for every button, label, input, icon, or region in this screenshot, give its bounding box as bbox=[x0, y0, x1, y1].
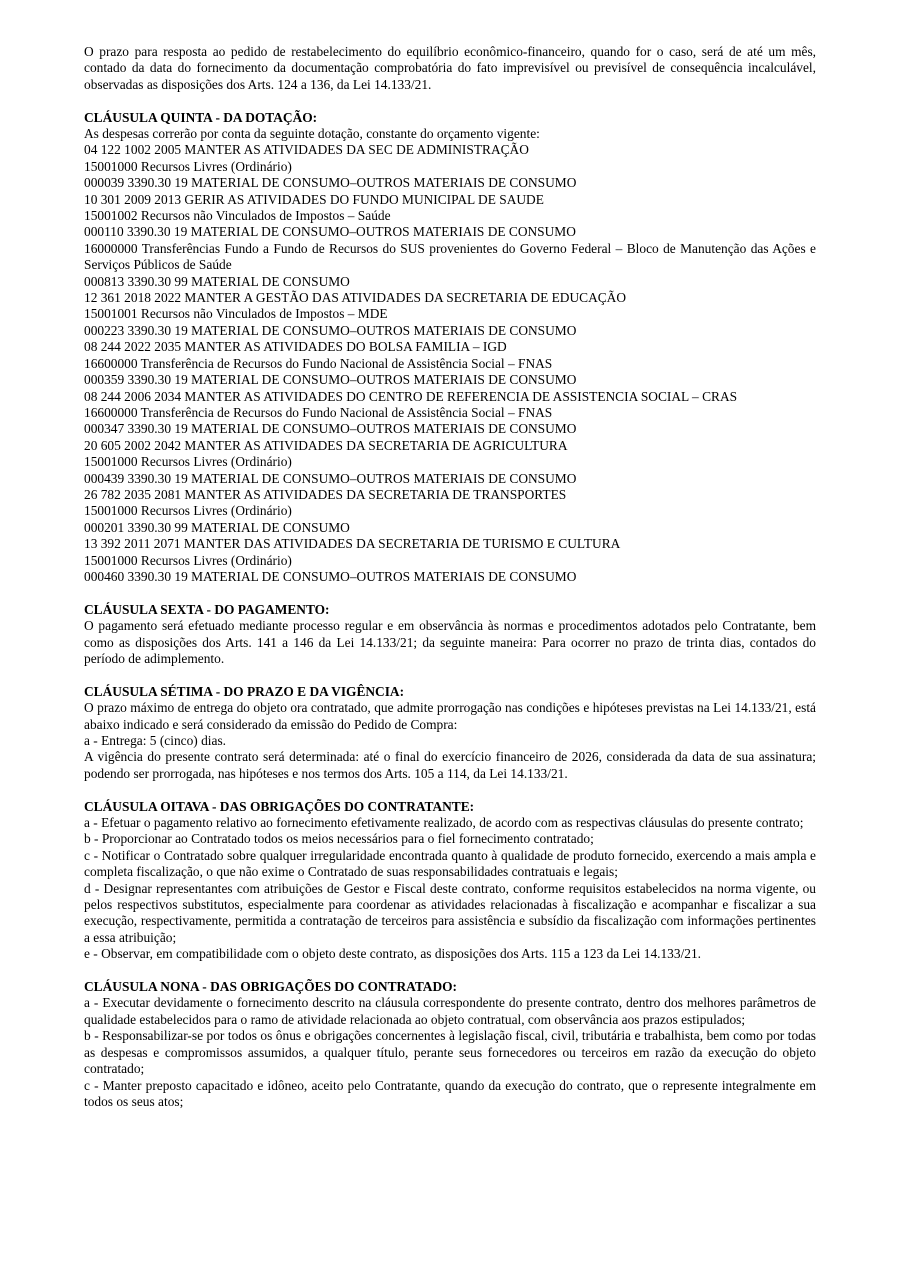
section-heading: CLÁUSULA SEXTA - DO PAGAMENTO: bbox=[84, 601, 330, 617]
budget-line: 15001000 Recursos Livres (Ordinário) bbox=[84, 454, 292, 470]
budget-line: 000039 3390.30 19 MATERIAL DE CONSUMO–OUTROS MATERIAIS DE CONSUMO bbox=[84, 175, 577, 191]
budget-line: 000223 3390.30 19 MATERIAL DE CONSUMO–OUTROS MATERIAIS DE CONSUMO bbox=[84, 322, 577, 338]
section-heading: CLÁUSULA SÉTIMA - DO PRAZO E DA VIGÊNCIA: bbox=[84, 683, 405, 699]
paragraph: e - Observar, em compatibilidade com o objeto deste contrato, as disposições dos Arts. 115 a 123 da Lei 14.133/21. bbox=[84, 946, 702, 962]
budget-line: 13 392 2011 2071 MANTER DAS ATIVIDADES DA SECRETARIA DE TURISMO E CULTURA bbox=[84, 536, 621, 552]
paragraph: d - Designar representantes com atribuições de Gestor e Fiscal deste contrato, conforme requisitos estabelecidos na norma vigente, ou pelos respectivos substitutos, especialmente para coordenar as atividades relacionadas à fiscalização e acompanhar e fiscalizar a sua execução, respectivamente, permitida a contratação de terceiros para assistência e subsídio da fiscalização com informações pertinentes a essa atribuição; bbox=[84, 880, 816, 945]
paragraph: As despesas correrão por conta da seguinte dotação, constante do orçamento vigente: bbox=[84, 126, 540, 142]
section-heading: CLÁUSULA OITAVA - DAS OBRIGAÇÕES DO CONTRATANTE: bbox=[84, 798, 475, 814]
budget-line: 000201 3390.30 99 MATERIAL DE CONSUMO bbox=[84, 519, 350, 535]
paragraph: c - Manter preposto capacitado e idôneo, aceito pelo Contratante, quando da execução do contrato, que o represente integralmente em todos os seus atos; bbox=[84, 1077, 816, 1109]
budget-line: 26 782 2035 2081 MANTER AS ATIVIDADES DA SECRETARIA DE TRANSPORTES bbox=[84, 486, 567, 502]
paragraph: c - Notificar o Contratado sobre qualquer irregularidade encontrada quanto à qualidade de produto fornecido, exercendo a mais ampla e completa fiscalização, o que não exime o Contratado de suas responsabilidades contratuais e legais; bbox=[84, 847, 816, 880]
budget-line: 000347 3390.30 19 MATERIAL DE CONSUMO–OUTROS MATERIAIS DE CONSUMO bbox=[84, 421, 577, 437]
paragraph: O prazo máximo de entrega do objeto ora contratado, que admite prorrogação nas condições e hipóteses previstas na Lei 14.133/21, está abaixo indicado e será considerado da emissão do Pedido de Compra: bbox=[84, 700, 816, 732]
section-heading: CLÁUSULA QUINTA - DA DOTAÇÃO: bbox=[84, 109, 318, 125]
paragraph: b - Proporcionar ao Contratado todos os meios necessários para o fiel fornecimento contratado; bbox=[84, 831, 594, 847]
paragraph: O pagamento será efetuado mediante processo regular e em observância às normas e procedimentos adotados pelo Contratante, bem como as disposições dos Arts. 141 a 146 da Lei 14.133/21; da seguinte maneira: Para ocorrer no prazo de trinta dias, contados do período de adimplemento. bbox=[84, 618, 816, 666]
paragraph: a - Entrega: 5 (cinco) dias. bbox=[84, 733, 227, 749]
budget-line: 20 605 2002 2042 MANTER AS ATIVIDADES DA SECRETARIA DE AGRICULTURA bbox=[84, 437, 568, 453]
budget-line: 16000000 Transferências Fundo a Fundo de Recursos do SUS provenientes do Governo Federal – Bloco de Manutenção das Ações e Serviços Públicos de Saúde bbox=[84, 240, 816, 273]
budget-line: 000460 3390.30 19 MATERIAL DE CONSUMO–OUTROS MATERIAIS DE CONSUMO bbox=[84, 568, 577, 584]
budget-line: 16600000 Transferência de Recursos do Fundo Nacional de Assistência Social – FNAS bbox=[84, 355, 553, 371]
paragraph: A vigência do presente contrato será determinada: até o final do exercício financeiro de 2026, considerada da data de sua assinatura; podendo ser prorrogada, nas hipóteses e nos termos dos Arts. 105 a 114, da Lei 14.133/21. bbox=[84, 749, 816, 781]
budget-line: 15001000 Recursos Livres (Ordinário) bbox=[84, 552, 292, 568]
budget-line: 10 301 2009 2013 GERIR AS ATIVIDADES DO FUNDO MUNICIPAL DE SAUDE bbox=[84, 191, 544, 207]
budget-line: 08 244 2022 2035 MANTER AS ATIVIDADES DO BOLSA FAMILIA – IGD bbox=[84, 339, 507, 355]
section-heading: CLÁUSULA NONA - DAS OBRIGAÇÕES DO CONTRATADO: bbox=[84, 979, 457, 995]
budget-line: 000813 3390.30 99 MATERIAL DE CONSUMO bbox=[84, 273, 350, 289]
budget-line: 15001001 Recursos não Vinculados de Impostos – MDE bbox=[84, 306, 388, 322]
budget-line: 000439 3390.30 19 MATERIAL DE CONSUMO–OUTROS MATERIAIS DE CONSUMO bbox=[84, 470, 577, 486]
budget-line: 000359 3390.30 19 MATERIAL DE CONSUMO–OUTROS MATERIAIS DE CONSUMO bbox=[84, 372, 577, 388]
budget-line: 08 244 2006 2034 MANTER AS ATIVIDADES DO CENTRO DE REFERENCIA DE ASSISTENCIA SOCIAL – CRAS bbox=[84, 388, 738, 404]
paragraph: a - Efetuar o pagamento relativo ao fornecimento efetivamente realizado, de acordo com as respectivas cláusulas do presente contrato; bbox=[84, 815, 804, 831]
budget-line: 04 122 1002 2005 MANTER AS ATIVIDADES DA SEC DE ADMINISTRAÇÃO bbox=[84, 142, 529, 158]
paragraph: O prazo para resposta ao pedido de restabelecimento do equilíbrio econômico-financeiro, quando for o caso, será de até um mês, contado da data do fornecimento da documentação comprobatória do fato imprevisível ou previsível de consequência incalculável, observadas as disposições dos Arts. 124 a 136, da Lei 14.133/21. bbox=[84, 44, 816, 92]
budget-line: 16600000 Transferência de Recursos do Fundo Nacional de Assistência Social – FNAS bbox=[84, 404, 553, 420]
budget-line: 000110 3390.30 19 MATERIAL DE CONSUMO–OUTROS MATERIAIS DE CONSUMO bbox=[84, 224, 576, 240]
paragraph: b - Responsabilizar-se por todos os ônus e obrigações concernentes à legislação fiscal, civil, tributária e trabalhista, bem como por todas as despesas e compromissos assumidos, a qualquer título, perante seus fornecedores ou terceiros em razão da execução do objeto contratado; bbox=[84, 1028, 816, 1077]
budget-line: 15001002 Recursos não Vinculados de Impostos – Saúde bbox=[84, 208, 391, 224]
document-body bbox=[84, 44, 816, 1110]
budget-line: 15001000 Recursos Livres (Ordinário) bbox=[84, 503, 292, 519]
budget-line: 15001000 Recursos Livres (Ordinário) bbox=[84, 158, 292, 174]
paragraph: a - Executar devidamente o fornecimento descrito na cláusula correspondente do presente contrato, dentro dos melhores parâmetros de qualidade estabelecidos para o ramo de atividade relacionada ao objeto contratual, com observância aos prazos estipulados; bbox=[84, 995, 816, 1027]
budget-line: 12 361 2018 2022 MANTER A GESTÃO DAS ATIVIDADES DA SECRETARIA DE EDUCAÇÃO bbox=[84, 290, 627, 306]
